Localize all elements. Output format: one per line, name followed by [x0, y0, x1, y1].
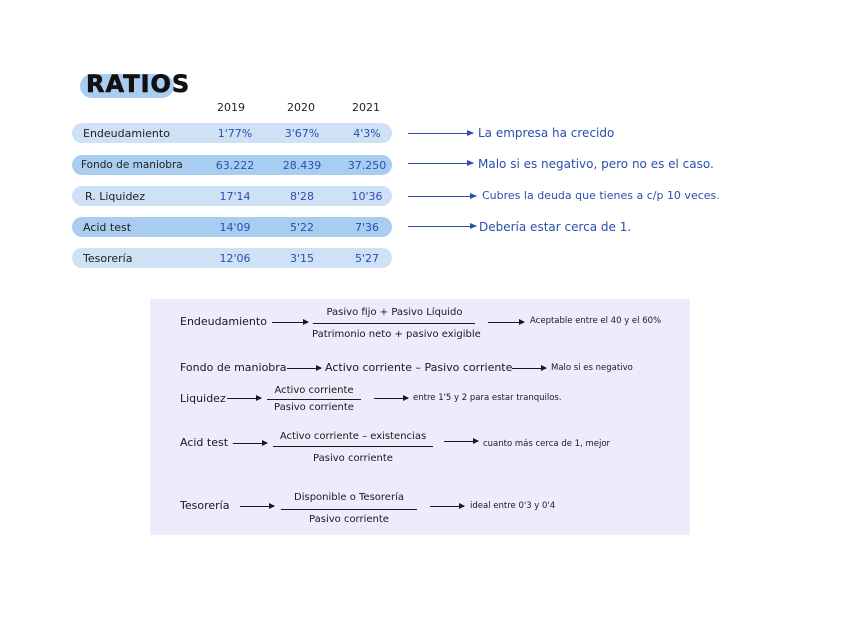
page-title: RATIOS: [86, 70, 191, 98]
note-text: Cubres la deuda que tienes a c/p 10 veces.: [482, 189, 720, 202]
formula-denominator: Patrimonio neto + pasivo exigible: [312, 329, 481, 340]
value-cell: 37.250: [347, 159, 387, 172]
value-cell: 14'09: [219, 221, 251, 234]
value-cell: 3'67%: [284, 127, 320, 140]
arrow-icon: [444, 441, 478, 442]
note-text: Malo si es negativo, pero no es el caso.: [478, 157, 714, 171]
arrow-icon: [408, 196, 476, 197]
formula-name-fondo: Fondo de maniobra: [180, 361, 287, 374]
arrow-icon: [408, 133, 473, 134]
arrow-icon: [227, 398, 261, 399]
formula-numerator: Activo corriente: [274, 385, 354, 396]
value-cell: 63.222: [215, 159, 255, 172]
arrow-icon: [374, 398, 408, 399]
arrow-icon: [272, 322, 308, 323]
value-cell: 12'06: [219, 252, 251, 265]
row-label-endeudamiento: Endeudamiento: [83, 127, 170, 140]
value-cell: 10'36: [351, 190, 383, 203]
formula-comment: ideal entre 0'3 y 0'4: [470, 501, 556, 511]
value-cell: 1'77%: [217, 127, 253, 140]
arrow-icon: [408, 163, 473, 164]
title-block: [80, 70, 190, 98]
value-cell: 3'15: [289, 252, 315, 265]
value-cell: 7'36: [354, 221, 380, 234]
value-cell: 17'14: [219, 190, 251, 203]
row-label-liquidez: R. Liquidez: [85, 190, 145, 203]
value-cell: 5'22: [289, 221, 315, 234]
formula-numerator: Activo corriente – existencias: [279, 431, 427, 442]
arrow-icon: [408, 226, 476, 227]
year-header-2021: 2021: [352, 101, 380, 114]
value-cell: 4'3%: [353, 127, 381, 140]
arrow-icon: [233, 443, 267, 444]
arrow-icon: [488, 322, 524, 323]
value-cell: 8'28: [289, 190, 315, 203]
formula-denominator: Pasivo corriente: [313, 453, 393, 464]
row-label-fondo: Fondo de maniobra: [81, 159, 183, 171]
formula-name-tesoreria: Tesorería: [180, 499, 230, 512]
row-label-acid-test: Acid test: [83, 221, 132, 234]
year-header-2019: 2019: [217, 101, 245, 114]
formula-comment: Malo si es negativo: [551, 363, 633, 373]
arrow-icon: [287, 368, 321, 369]
arrow-icon: [512, 368, 546, 369]
year-header-2020: 2020: [287, 101, 315, 114]
fraction-bar: [267, 399, 361, 400]
fraction-bar: [273, 446, 433, 447]
formula-name-endeudamiento: Endeudamiento: [180, 315, 267, 328]
fraction-bar: [281, 509, 417, 510]
formula-comment: cuanto más cerca de 1, mejor: [483, 439, 611, 449]
formula-name-acid-test: Acid test: [180, 436, 229, 449]
note-text: La empresa ha crecido: [478, 126, 615, 140]
formula-numerator: Disponible o Tesorería: [294, 492, 404, 503]
formula-denominator: Pasivo corriente: [274, 402, 354, 413]
row-label-tesoreria: Tesorería: [83, 252, 133, 265]
note-text: Debería estar cerca de 1.: [479, 220, 632, 234]
formula-name-liquidez: Liquidez: [180, 392, 226, 405]
formula-comment: entre 1'5 y 2 para estar tranquilos.: [413, 393, 562, 403]
value-cell: 5'27: [354, 252, 380, 265]
formula-comment: Aceptable entre el 40 y el 60%: [530, 316, 662, 326]
arrow-icon: [430, 506, 464, 507]
fraction-bar: [313, 323, 475, 324]
value-cell: 28.439: [282, 159, 322, 172]
arrow-icon: [240, 506, 274, 507]
formula-expression: Activo corriente – Pasivo corriente: [325, 361, 513, 374]
formula-numerator: Pasivo fijo + Pasivo Líquido: [326, 307, 463, 318]
formula-denominator: Pasivo corriente: [309, 514, 389, 525]
